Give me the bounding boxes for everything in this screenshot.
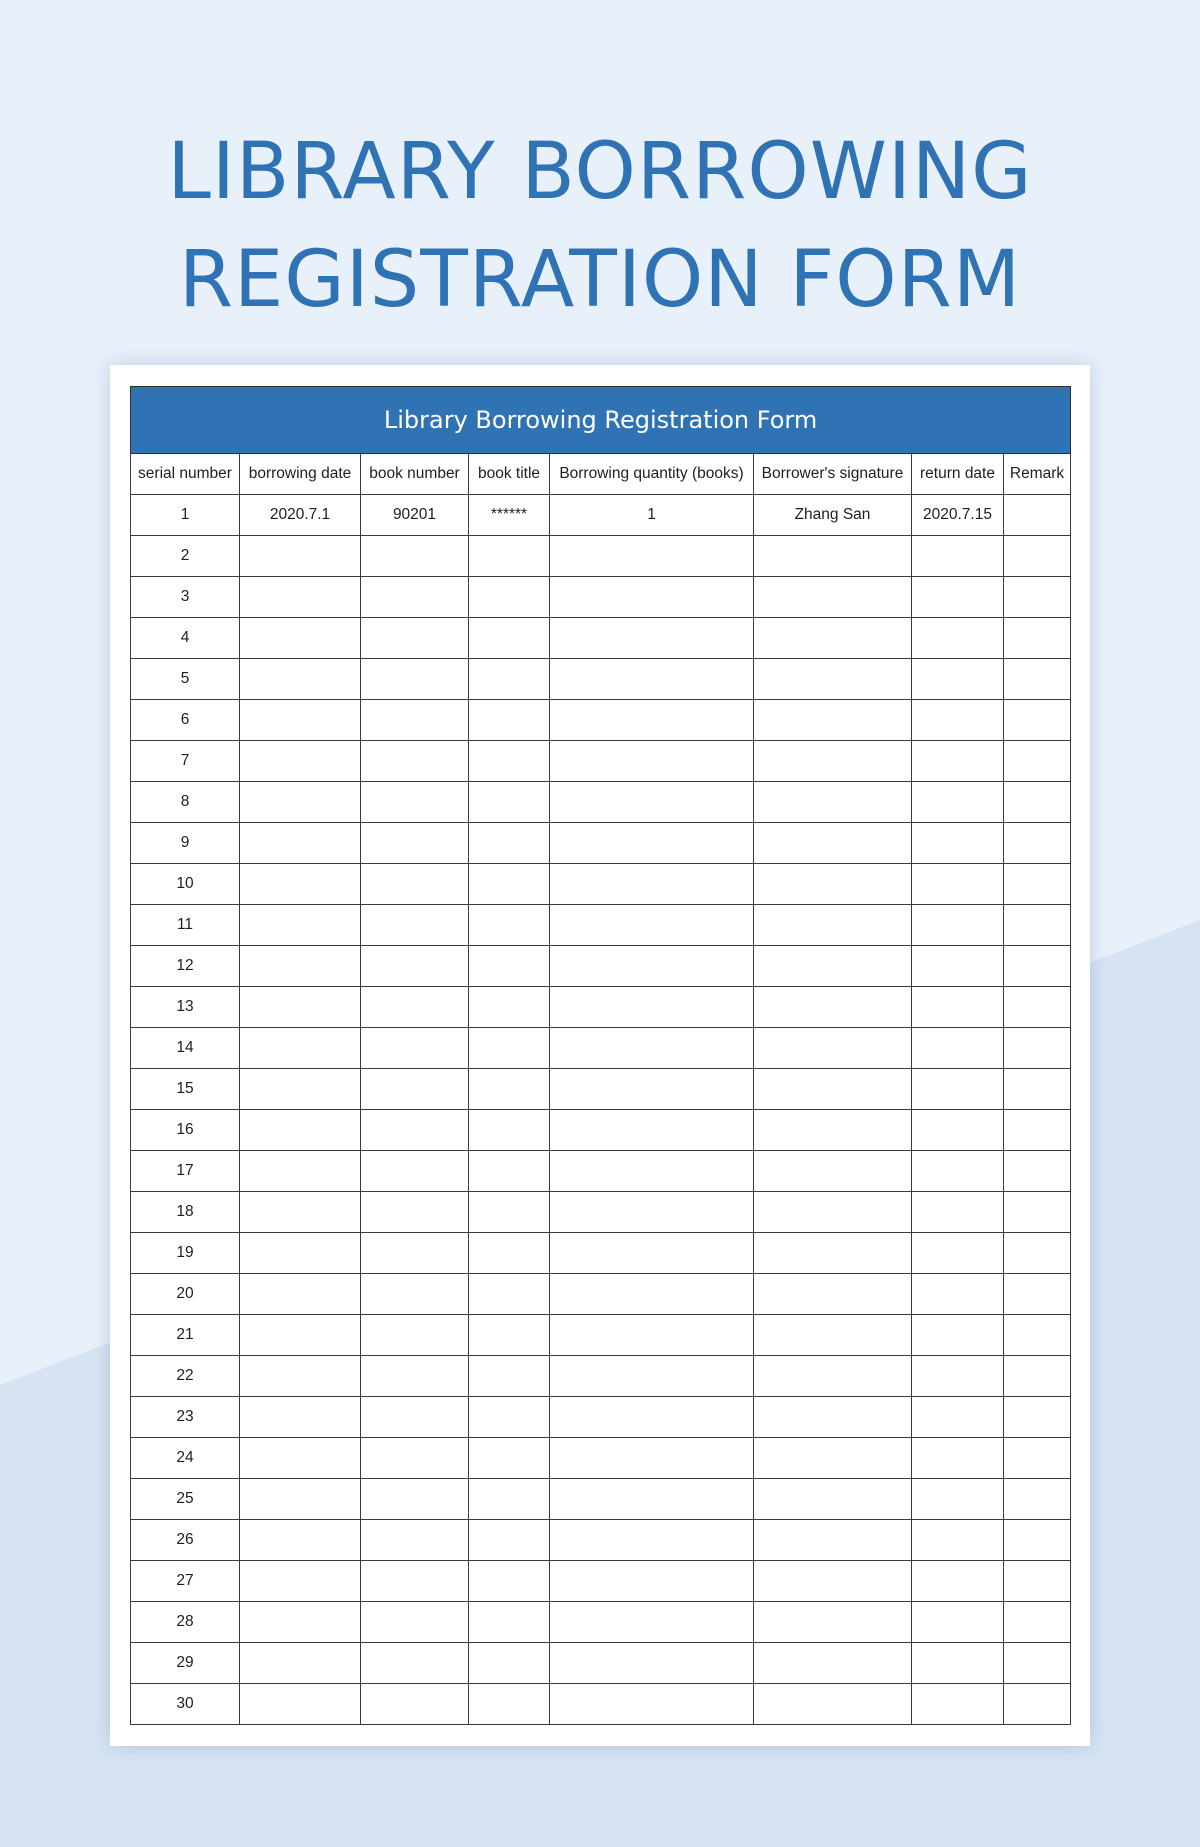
- borrower-signature-cell: [754, 1069, 912, 1110]
- borrower-signature-cell: [754, 1561, 912, 1602]
- borrower-signature-cell: [754, 823, 912, 864]
- borrower-signature-cell: [754, 577, 912, 618]
- book-title-cell: [469, 1233, 550, 1274]
- borrowing-quantity-cell: [550, 823, 754, 864]
- book-title-cell: [469, 1438, 550, 1479]
- borrower-signature-cell: [754, 536, 912, 577]
- borrowing-quantity-cell: [550, 905, 754, 946]
- borrowing-quantity-cell: [550, 1151, 754, 1192]
- remark-cell: [1004, 1684, 1071, 1725]
- book-title-cell: [469, 1684, 550, 1725]
- table-row: [131, 659, 1071, 700]
- return-date-cell: [912, 618, 1004, 659]
- table-row: [131, 1110, 1071, 1151]
- serial-number-cell: 19: [131, 1233, 240, 1274]
- serial-number-cell: 12: [131, 946, 240, 987]
- borrowing-date-cell: [240, 1192, 361, 1233]
- book-title-cell: [469, 782, 550, 823]
- borrower-signature-cell: [754, 1192, 912, 1233]
- remark-cell: [1004, 1602, 1071, 1643]
- remark-cell: [1004, 1397, 1071, 1438]
- serial-number-cell: 18: [131, 1192, 240, 1233]
- table-row: [131, 1151, 1071, 1192]
- remark-cell: [1004, 1356, 1071, 1397]
- page-title: [0, 118, 1200, 334]
- return-date-cell: [912, 782, 1004, 823]
- book-number-cell: [361, 1561, 469, 1602]
- borrowing-date-cell: [240, 823, 361, 864]
- column-header: return date: [912, 454, 1004, 495]
- book-number-cell: [361, 1684, 469, 1725]
- table-row: [131, 1315, 1071, 1356]
- book-title-cell: [469, 1397, 550, 1438]
- table-row: [131, 946, 1071, 987]
- book-title-cell: [469, 1643, 550, 1684]
- book-title-cell: [469, 700, 550, 741]
- table-row: [131, 1274, 1071, 1315]
- borrowing-quantity-cell: [550, 618, 754, 659]
- book-number-cell: [361, 618, 469, 659]
- remark-cell: [1004, 1151, 1071, 1192]
- return-date-cell: [912, 905, 1004, 946]
- book-number-cell: [361, 577, 469, 618]
- serial-number-cell: 4: [131, 618, 240, 659]
- remark-cell: [1004, 659, 1071, 700]
- table-row: [131, 1438, 1071, 1479]
- book-title-cell: [469, 618, 550, 659]
- book-number-cell: [361, 700, 469, 741]
- return-date-cell: [912, 1192, 1004, 1233]
- serial-number-cell: 22: [131, 1356, 240, 1397]
- table-row: [131, 905, 1071, 946]
- table-row: [131, 1069, 1071, 1110]
- table-row: [131, 782, 1071, 823]
- return-date-cell: [912, 946, 1004, 987]
- return-date-cell: [912, 741, 1004, 782]
- borrowing-quantity-cell: [550, 1110, 754, 1151]
- remark-cell: [1004, 1479, 1071, 1520]
- borrower-signature-cell: [754, 864, 912, 905]
- table-row: [131, 700, 1071, 741]
- return-date-cell: 2020.7.15: [912, 495, 1004, 536]
- book-number-cell: [361, 1069, 469, 1110]
- book-title-cell: [469, 577, 550, 618]
- return-date-cell: [912, 1438, 1004, 1479]
- book-number-cell: [361, 1110, 469, 1151]
- borrowing-date-cell: [240, 659, 361, 700]
- return-date-cell: [912, 823, 1004, 864]
- borrowing-date-cell: [240, 1684, 361, 1725]
- borrowing-date-cell: [240, 1069, 361, 1110]
- remark-cell: [1004, 1028, 1071, 1069]
- return-date-cell: [912, 1643, 1004, 1684]
- serial-number-cell: 8: [131, 782, 240, 823]
- borrower-signature-cell: [754, 1315, 912, 1356]
- book-title-cell: [469, 1520, 550, 1561]
- table-row: [131, 1192, 1071, 1233]
- remark-cell: [1004, 741, 1071, 782]
- borrowing-table: [130, 386, 1071, 1725]
- table-header-row: [131, 454, 1071, 495]
- table-row: [131, 536, 1071, 577]
- borrowing-quantity-cell: [550, 987, 754, 1028]
- book-title-cell: [469, 1356, 550, 1397]
- borrowing-date-cell: [240, 700, 361, 741]
- return-date-cell: [912, 659, 1004, 700]
- book-number-cell: [361, 1233, 469, 1274]
- remark-cell: [1004, 864, 1071, 905]
- return-date-cell: [912, 536, 1004, 577]
- remark-cell: [1004, 905, 1071, 946]
- return-date-cell: [912, 1397, 1004, 1438]
- borrowing-date-cell: [240, 1151, 361, 1192]
- remark-cell: [1004, 1315, 1071, 1356]
- remark-cell: [1004, 618, 1071, 659]
- borrowing-date-cell: [240, 536, 361, 577]
- table-row: [131, 1028, 1071, 1069]
- remark-cell: [1004, 1192, 1071, 1233]
- book-title-cell: [469, 946, 550, 987]
- return-date-cell: [912, 1561, 1004, 1602]
- return-date-cell: [912, 1110, 1004, 1151]
- borrowing-date-cell: [240, 741, 361, 782]
- table-row: [131, 1233, 1071, 1274]
- borrower-signature-cell: [754, 905, 912, 946]
- table-row: [131, 823, 1071, 864]
- column-header: book title: [469, 454, 550, 495]
- borrowing-date-cell: [240, 1315, 361, 1356]
- borrowing-quantity-cell: [550, 1233, 754, 1274]
- book-title-cell: [469, 1192, 550, 1233]
- serial-number-cell: 6: [131, 700, 240, 741]
- borrower-signature-cell: [754, 1397, 912, 1438]
- remark-cell: [1004, 536, 1071, 577]
- borrowing-quantity-cell: [550, 1479, 754, 1520]
- borrowing-date-cell: [240, 905, 361, 946]
- borrowing-quantity-cell: [550, 1069, 754, 1110]
- remark-cell: [1004, 987, 1071, 1028]
- serial-number-cell: 9: [131, 823, 240, 864]
- book-title-cell: [469, 823, 550, 864]
- return-date-cell: [912, 1602, 1004, 1643]
- borrowing-quantity-cell: [550, 864, 754, 905]
- borrowing-date-cell: [240, 782, 361, 823]
- book-number-cell: 90201: [361, 495, 469, 536]
- return-date-cell: [912, 1356, 1004, 1397]
- borrower-signature-cell: [754, 1438, 912, 1479]
- page-title-line-2: REGISTRATION FORM: [178, 235, 1022, 325]
- borrowing-date-cell: [240, 577, 361, 618]
- book-title-cell: [469, 536, 550, 577]
- borrowing-quantity-cell: [550, 782, 754, 823]
- book-title-cell: ******: [469, 495, 550, 536]
- book-number-cell: [361, 741, 469, 782]
- remark-cell: [1004, 782, 1071, 823]
- borrower-signature-cell: [754, 1520, 912, 1561]
- borrowing-quantity-cell: [550, 1028, 754, 1069]
- return-date-cell: [912, 700, 1004, 741]
- column-header: Remark: [1004, 454, 1071, 495]
- return-date-cell: [912, 1274, 1004, 1315]
- remark-cell: [1004, 577, 1071, 618]
- table-row: [131, 1397, 1071, 1438]
- borrowing-quantity-cell: [550, 1643, 754, 1684]
- borrowing-date-cell: [240, 1233, 361, 1274]
- table-row: [131, 1643, 1071, 1684]
- book-title-cell: [469, 659, 550, 700]
- borrower-signature-cell: [754, 1151, 912, 1192]
- serial-number-cell: 14: [131, 1028, 240, 1069]
- book-number-cell: [361, 1643, 469, 1684]
- book-title-cell: [469, 987, 550, 1028]
- book-number-cell: [361, 1520, 469, 1561]
- table-row: [131, 1356, 1071, 1397]
- borrower-signature-cell: Zhang San: [754, 495, 912, 536]
- borrower-signature-cell: [754, 618, 912, 659]
- serial-number-cell: 10: [131, 864, 240, 905]
- remark-cell: [1004, 1110, 1071, 1151]
- page-title-line-1: LIBRARY BORROWING: [167, 127, 1033, 217]
- return-date-cell: [912, 864, 1004, 905]
- table-row: [131, 1561, 1071, 1602]
- book-number-cell: [361, 1192, 469, 1233]
- book-number-cell: [361, 946, 469, 987]
- table-row: [131, 577, 1071, 618]
- serial-number-cell: 24: [131, 1438, 240, 1479]
- serial-number-cell: 1: [131, 495, 240, 536]
- book-number-cell: [361, 864, 469, 905]
- return-date-cell: [912, 1069, 1004, 1110]
- borrower-signature-cell: [754, 741, 912, 782]
- table-row: [131, 741, 1071, 782]
- borrowing-quantity-cell: [550, 1397, 754, 1438]
- book-title-cell: [469, 864, 550, 905]
- column-header: Borrower's signature: [754, 454, 912, 495]
- serial-number-cell: 25: [131, 1479, 240, 1520]
- borrowing-date-cell: [240, 1397, 361, 1438]
- book-title-cell: [469, 1069, 550, 1110]
- borrowing-date-cell: [240, 1520, 361, 1561]
- serial-number-cell: 13: [131, 987, 240, 1028]
- table-row: [131, 1520, 1071, 1561]
- remark-cell: [1004, 495, 1071, 536]
- borrowing-date-cell: [240, 618, 361, 659]
- return-date-cell: [912, 1315, 1004, 1356]
- return-date-cell: [912, 1028, 1004, 1069]
- borrowing-quantity-cell: [550, 741, 754, 782]
- borrowing-date-cell: [240, 1274, 361, 1315]
- book-title-cell: [469, 1602, 550, 1643]
- borrowing-date-cell: [240, 864, 361, 905]
- borrower-signature-cell: [754, 1233, 912, 1274]
- remark-cell: [1004, 1520, 1071, 1561]
- table-banner: Library Borrowing Registration Form: [131, 387, 1071, 454]
- return-date-cell: [912, 987, 1004, 1028]
- remark-cell: [1004, 1561, 1071, 1602]
- remark-cell: [1004, 1274, 1071, 1315]
- borrower-signature-cell: [754, 659, 912, 700]
- remark-cell: [1004, 1438, 1071, 1479]
- borrowing-date-cell: [240, 1356, 361, 1397]
- serial-number-cell: 5: [131, 659, 240, 700]
- borrowing-quantity-cell: [550, 1602, 754, 1643]
- borrowing-quantity-cell: [550, 659, 754, 700]
- borrower-signature-cell: [754, 946, 912, 987]
- book-number-cell: [361, 1479, 469, 1520]
- borrower-signature-cell: [754, 1274, 912, 1315]
- remark-cell: [1004, 700, 1071, 741]
- table-row: [131, 1602, 1071, 1643]
- serial-number-cell: 26: [131, 1520, 240, 1561]
- return-date-cell: [912, 1151, 1004, 1192]
- borrowing-quantity-cell: [550, 536, 754, 577]
- book-number-cell: [361, 536, 469, 577]
- table-row: [131, 618, 1071, 659]
- return-date-cell: [912, 1520, 1004, 1561]
- column-header: borrowing date: [240, 454, 361, 495]
- borrower-signature-cell: [754, 987, 912, 1028]
- remark-cell: [1004, 1233, 1071, 1274]
- book-number-cell: [361, 905, 469, 946]
- book-title-cell: [469, 1561, 550, 1602]
- borrowing-date-cell: [240, 1602, 361, 1643]
- book-number-cell: [361, 1274, 469, 1315]
- table-row: [131, 864, 1071, 905]
- book-number-cell: [361, 1028, 469, 1069]
- borrowing-quantity-cell: [550, 946, 754, 987]
- borrowing-quantity-cell: [550, 1315, 754, 1356]
- book-number-cell: [361, 823, 469, 864]
- book-number-cell: [361, 1315, 469, 1356]
- borrower-signature-cell: [754, 1479, 912, 1520]
- serial-number-cell: 28: [131, 1602, 240, 1643]
- borrowing-quantity-cell: [550, 577, 754, 618]
- serial-number-cell: 20: [131, 1274, 240, 1315]
- serial-number-cell: 3: [131, 577, 240, 618]
- borrowing-quantity-cell: 1: [550, 495, 754, 536]
- borrower-signature-cell: [754, 1602, 912, 1643]
- serial-number-cell: 7: [131, 741, 240, 782]
- table-row: [131, 1479, 1071, 1520]
- remark-cell: [1004, 1643, 1071, 1684]
- table-row: [131, 1684, 1071, 1725]
- book-number-cell: [361, 1438, 469, 1479]
- serial-number-cell: 2: [131, 536, 240, 577]
- book-title-cell: [469, 1110, 550, 1151]
- borrower-signature-cell: [754, 1643, 912, 1684]
- book-number-cell: [361, 1151, 469, 1192]
- remark-cell: [1004, 946, 1071, 987]
- borrowing-date-cell: 2020.7.1: [240, 495, 361, 536]
- serial-number-cell: 29: [131, 1643, 240, 1684]
- serial-number-cell: 15: [131, 1069, 240, 1110]
- table-row: [131, 495, 1071, 536]
- borrower-signature-cell: [754, 700, 912, 741]
- return-date-cell: [912, 1684, 1004, 1725]
- return-date-cell: [912, 1233, 1004, 1274]
- serial-number-cell: 21: [131, 1315, 240, 1356]
- borrowing-date-cell: [240, 987, 361, 1028]
- borrowing-date-cell: [240, 1110, 361, 1151]
- book-title-cell: [469, 1151, 550, 1192]
- return-date-cell: [912, 577, 1004, 618]
- borrowing-date-cell: [240, 1028, 361, 1069]
- book-number-cell: [361, 1602, 469, 1643]
- column-header: serial number: [131, 454, 240, 495]
- borrowing-quantity-cell: [550, 1684, 754, 1725]
- book-title-cell: [469, 1028, 550, 1069]
- book-number-cell: [361, 659, 469, 700]
- borrowing-date-cell: [240, 946, 361, 987]
- borrowing-quantity-cell: [550, 1356, 754, 1397]
- serial-number-cell: 27: [131, 1561, 240, 1602]
- borrower-signature-cell: [754, 1028, 912, 1069]
- serial-number-cell: 16: [131, 1110, 240, 1151]
- book-number-cell: [361, 987, 469, 1028]
- table-row: [131, 987, 1071, 1028]
- borrowing-date-cell: [240, 1561, 361, 1602]
- book-number-cell: [361, 782, 469, 823]
- borrowing-date-cell: [240, 1643, 361, 1684]
- serial-number-cell: 11: [131, 905, 240, 946]
- borrowing-quantity-cell: [550, 1520, 754, 1561]
- book-title-cell: [469, 905, 550, 946]
- remark-cell: [1004, 1069, 1071, 1110]
- borrowing-quantity-cell: [550, 1192, 754, 1233]
- remark-cell: [1004, 823, 1071, 864]
- borrowing-date-cell: [240, 1438, 361, 1479]
- borrower-signature-cell: [754, 1356, 912, 1397]
- column-header: book number: [361, 454, 469, 495]
- borrowing-quantity-cell: [550, 700, 754, 741]
- book-title-cell: [469, 1479, 550, 1520]
- borrower-signature-cell: [754, 1684, 912, 1725]
- book-title-cell: [469, 1274, 550, 1315]
- book-number-cell: [361, 1397, 469, 1438]
- book-title-cell: [469, 741, 550, 782]
- serial-number-cell: 30: [131, 1684, 240, 1725]
- book-title-cell: [469, 1315, 550, 1356]
- form-sheet: [110, 365, 1090, 1746]
- serial-number-cell: 23: [131, 1397, 240, 1438]
- borrowing-quantity-cell: [550, 1561, 754, 1602]
- borrowing-date-cell: [240, 1479, 361, 1520]
- column-header: Borrowing quantity (books): [550, 454, 754, 495]
- book-number-cell: [361, 1356, 469, 1397]
- borrowing-quantity-cell: [550, 1438, 754, 1479]
- borrower-signature-cell: [754, 1110, 912, 1151]
- borrower-signature-cell: [754, 782, 912, 823]
- return-date-cell: [912, 1479, 1004, 1520]
- borrowing-quantity-cell: [550, 1274, 754, 1315]
- serial-number-cell: 17: [131, 1151, 240, 1192]
